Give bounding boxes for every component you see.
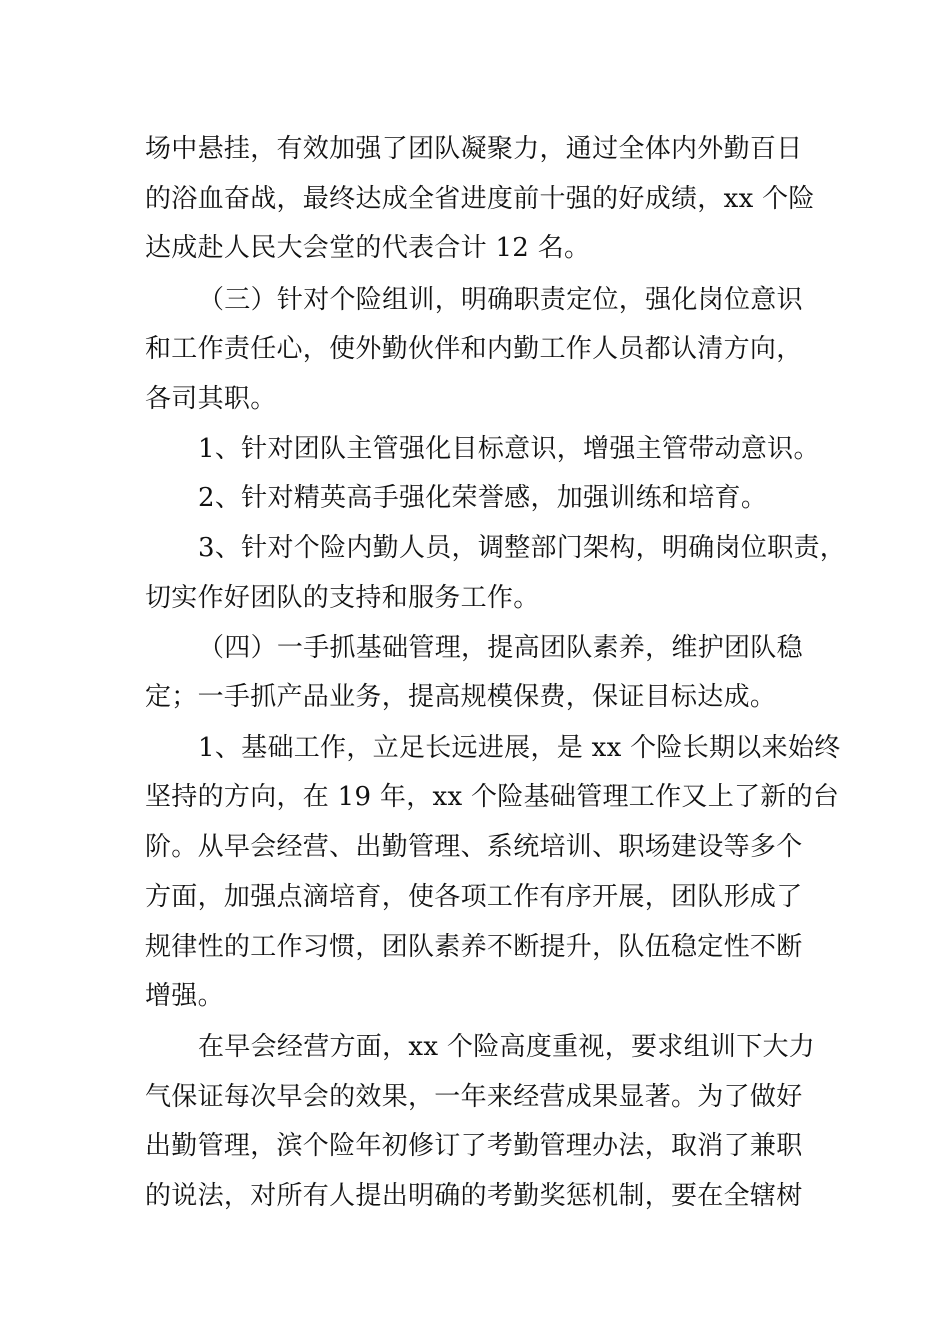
list-item: 2、针对精英高手强化荣誉感，加强训练和培育。 (198, 483, 768, 513)
list-item: 1、基础工作，立足长远进展，是 xx 个险长期以来始终 (198, 733, 841, 763)
list-item: 3、针对个险内勤人员，调整部门架构，明确岗位职责， (198, 533, 847, 563)
text-line: 切实作好团队的支持和服务工作。 (145, 583, 540, 613)
section-heading: （三）针对个险组训，明确职责定位，强化岗位意识 (198, 285, 803, 315)
text-line: 定；一手抓产品业务，提高规模保费，保证目标达成。 (145, 682, 777, 712)
text-line: 阶。从早会经营、出勤管理、系统培训、职场建设等多个 (145, 832, 803, 862)
text-line: 规律性的工作习惯，团队素养不断提升，队伍稳定性不断 (145, 932, 803, 962)
text-line: 场中悬挂，有效加强了团队凝聚力，通过全体内外勤百日 (145, 134, 803, 164)
text-line: 气保证每次早会的效果，一年来经营成果显著。为了做好 (145, 1082, 803, 1112)
text-line: 达成赴人民大会堂的代表合计 12 名。 (145, 233, 591, 263)
text-line: 增强。 (145, 981, 224, 1011)
list-item: 1、针对团队主管强化目标意识，增强主管带动意识。 (198, 434, 820, 464)
text-line: 坚持的方向，在 19 年，xx 个险基础管理工作又上了新的台 (145, 782, 840, 812)
text-line: 方面，加强点滴培育，使各项工作有序开展，团队形成了 (145, 882, 803, 912)
text-line: 出勤管理，滨个险年初修订了考勤管理办法，取消了兼职 (145, 1131, 803, 1161)
text-line: 各司其职。 (145, 384, 277, 414)
paragraph-start: 在早会经营方面，xx 个险高度重视，要求组训下大力 (198, 1032, 816, 1062)
text-line: 的浴血奋战，最终达成全省进度前十强的好成绩，xx 个险 (145, 184, 815, 214)
text-line: 的说法，对所有人提出明确的考勤奖惩机制，要在全辖树 (145, 1181, 803, 1211)
text-line: 和工作责任心，使外勤伙伴和内勤工作人员都认清方向， (145, 334, 803, 364)
section-heading: （四）一手抓基础管理，提高团队素养，维护团队稳 (198, 633, 803, 663)
